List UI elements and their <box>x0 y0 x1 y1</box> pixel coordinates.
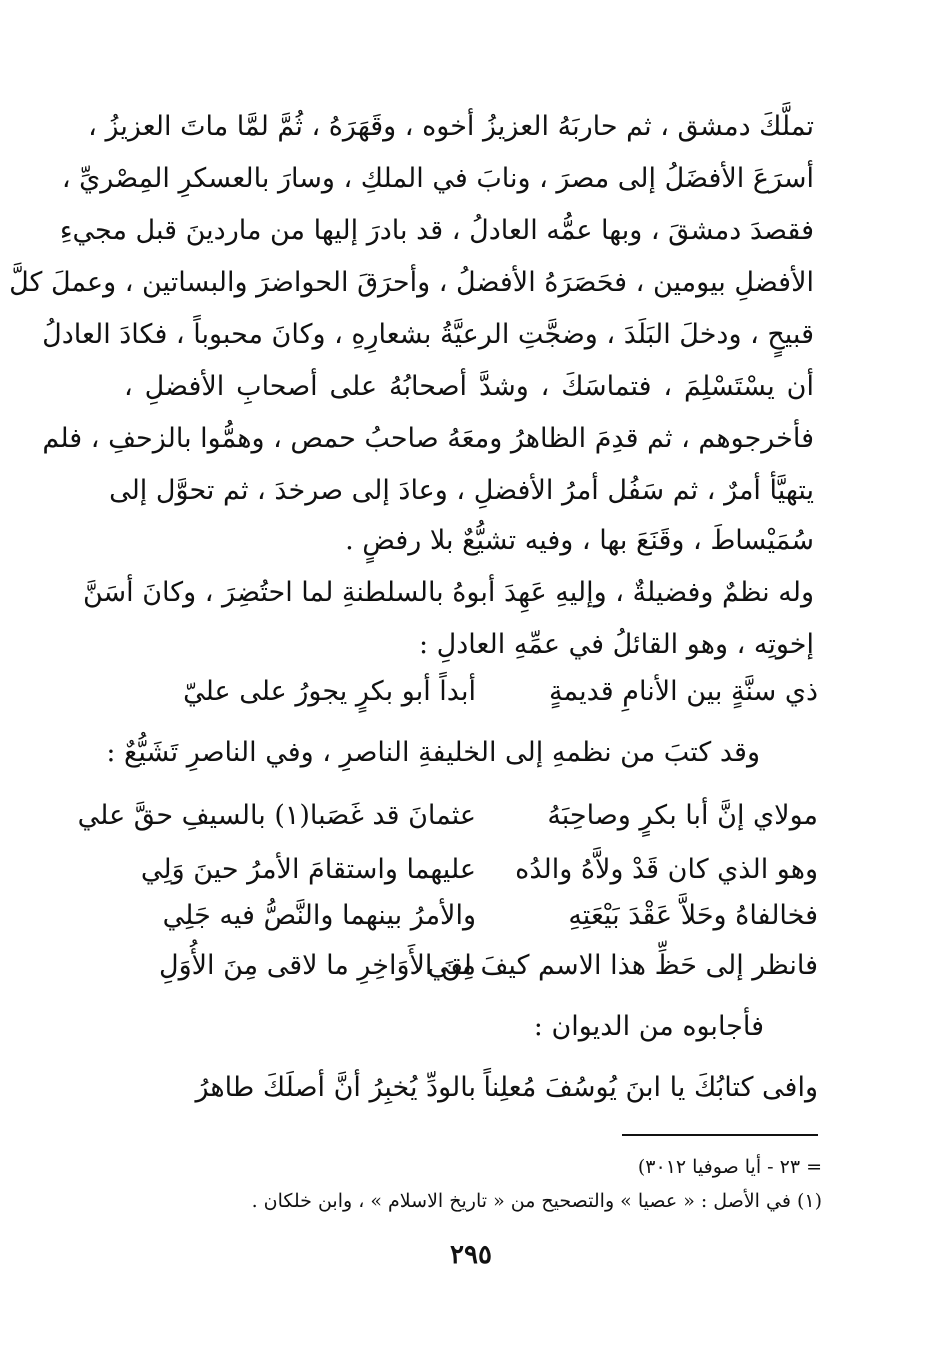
paragraph-line: فأخرجوهم ، ثم قدِمَ الظاهرُ ومعَهُ صاحبُ حمص ، وهمُّوا بالزحفِ ، فلم <box>42 423 814 454</box>
footnote: (١) في الأصل : « عصيا » والتصحيح من « تاريخ الاسلام » ، وابن خلكان . <box>251 1190 822 1212</box>
verse-second-hemistich: بالودِّ يُخبِرُ أنَّ أصلَكَ طاهرُ <box>195 1072 476 1103</box>
verse-first-hemistich: فانظر إلى حَظِّ هذا الاسم كيفَ لقي <box>427 950 818 981</box>
verse-second-hemistich: والأمرُ بينهما والنَّصُّ فيه جَلِي <box>162 900 476 931</box>
verse-second-hemistich: عثمانَ قد غَصَبا(١) بالسيفِ حقَّ علي <box>77 800 476 831</box>
paragraph-line: وله نظمٌ وفضيلةٌ ، وإليهِ عَهِدَ أبوهُ بالسلطنةِ لما احتُضِرَ ، وكانَ أسَنَّ <box>82 577 814 608</box>
footnote-continuation: = ٢٣ - أيا صوفيا ٣٠١٢) <box>637 1156 822 1178</box>
verse-first-hemistich: ذي سنَّةٍ بين الأنامِ قديمةٍ <box>549 676 818 707</box>
paragraph-line: سُمَيْساطَ ، وقَنَعَ بها ، وفيه تشيُّعٌ بلا رفضٍ . <box>345 525 814 556</box>
reply-intro: فأجابوه من الديوان : <box>533 1011 764 1042</box>
paragraph-line: وقد كتبَ من نظمهِ إلى الخليفةِ الناصرِ ، وفي الناصرِ تَشَيُّعٌ : <box>106 737 760 768</box>
verse-second-hemistich: عليهما واستقامَ الأمرُ حينَ وَلِي <box>140 854 476 885</box>
verse-first-hemistich: وهو الذي كان قَدْ ولاَّهُ والدُه <box>515 854 818 885</box>
paragraph-line: قبيحٍ ، ودخلَ البَلَدَ ، وضجَّتِ الرعيَّةُ بشعارِهِ ، وكانَ محبوباً ، فكادَ العادلُ <box>42 319 814 350</box>
verse-second-hemistich: مِنَ الأَوَاخِرِ ما لاقى مِنَ الأُوَلِ <box>158 950 476 981</box>
paragraph-line: يتهيَّأ أمرٌ ، ثم سَفُل أمرُ الأفضلِ ، وعادَ إلى صرخدَ ، ثم تحوَّل إلى <box>109 475 814 506</box>
verse-line <box>77 788 818 844</box>
verse-first-hemistich: مولاي إنَّ أبا بكرٍ وصاحِبَهُ <box>547 800 818 831</box>
paragraph-line: فقصدَ دمشقَ ، وبها عمُّه العادلُ ، قد بادرَ إليها من ماردينَ قبل مجيءِ <box>59 215 814 246</box>
verse-second-hemistich: أبداً أبو بكرٍ يجورُ على عليّ <box>183 676 476 707</box>
paragraph-line: إخوتِه ، وهو القائلُ في عمِّهِ العادلِ : <box>418 629 814 660</box>
verse-line <box>158 664 818 720</box>
verse-line <box>158 938 818 994</box>
paragraph-line: أن يسْتَسْلِمَ ، فتماسَكَ ، وشدَّ أصحابُهُ على أصحابِ الأفضلِ ، <box>124 371 814 402</box>
verse-line <box>158 1060 818 1116</box>
paragraph-line: أسرَعَ الأفضَلُ إلى مصرَ ، ونابَ في الملكِ ، وسارَ بالعسكرِ المِصْريِّ ، <box>61 163 814 194</box>
verse-line <box>158 888 818 944</box>
page-number: ٢٩٥ <box>450 1240 492 1270</box>
paragraph-line: تملَّكَ دمشق ، ثم حاربَهُ العزيزُ أخوه ، وقَهَرَهُ ، ثُمَّ لمَّا ماتَ العزيزُ ، <box>88 111 814 142</box>
verse-first-hemistich: وافى كتابُكَ يا ابنَ يُوسُفَ مُعلِناً <box>483 1072 818 1103</box>
verse-first-hemistich: فخالفاهُ وحَلاَّ عَقْدَ بَيْعَتِهِ <box>568 900 818 931</box>
footnote-separator <box>622 1134 818 1136</box>
paragraph-line: الأفضلِ بيومين ، فحَصَرَهُ الأفضلُ ، وأحرَقَ الحواضرَ والبساتين ، وعملَ كلَّ <box>9 267 814 298</box>
